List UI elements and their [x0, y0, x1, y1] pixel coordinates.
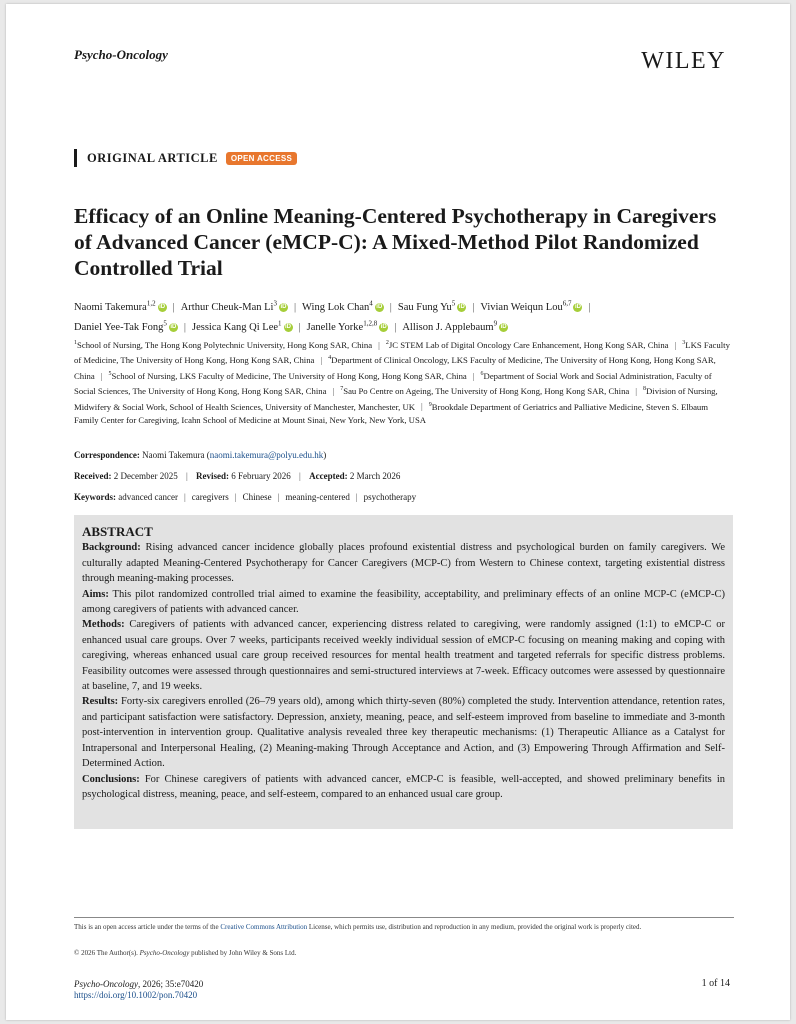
author[interactable] — [306, 319, 389, 333]
abstract-section — [82, 772, 725, 803]
keyword-separator: | — [183, 492, 186, 502]
abstract-section — [82, 694, 725, 771]
author-affiliation-ref: 4 — [369, 299, 373, 307]
author-separator: | — [588, 301, 591, 313]
affiliation-number: 5 — [108, 370, 112, 377]
article-type — [74, 149, 297, 167]
copyright-pre: © 2026 The Author(s). — [74, 949, 138, 957]
author-separator: | — [394, 322, 397, 333]
correspondence-label: Correspondence: — [74, 450, 140, 460]
abstract-section-label: Methods: — [82, 619, 125, 631]
affiliation-separator: | — [635, 386, 638, 397]
abstract-section-label: Results: — [82, 696, 119, 708]
affiliation-text: Sau Po Centre on Ageing, The University of Hong Kong, Hong Kong SAR, China — [343, 386, 630, 397]
article-type-label: ORIGINAL ARTICLE — [87, 150, 218, 165]
abstract-section-label: Aims: — [82, 588, 109, 600]
affiliation-separator: | — [100, 370, 103, 381]
abstract-section-text: For Chinese caregivers of patients with advanced cancer, eMCP-C is feasible, well-accepted, and showed preliminary benefits in psychological distress, meaning, peace, and self-esteem, compared to an enhanced usual care group. — [82, 773, 725, 800]
license-text-pre: This is an open access article under the terms of the — [74, 923, 219, 931]
doi-link[interactable]: https://doi.org/10.1002/pon.70420 — [74, 990, 198, 1000]
abstract-box — [74, 515, 733, 829]
author-affiliation-ref: 5 — [163, 319, 167, 328]
author-name: Wing Lok Chan — [302, 301, 370, 313]
affiliation-text: LKS Faculty of Medicine, The University of Hong Kong, Hong Kong SAR, China — [74, 339, 730, 366]
affiliation-text: Division of Nursing, Midwifery & Social Work, School of Health Sciences, University of Manchester, Manchester, UK — [74, 386, 718, 412]
publisher-logo: WILEY — [641, 48, 726, 74]
author-affiliation-ref: 1 — [278, 319, 282, 328]
orcid-icon[interactable]: iD — [458, 303, 465, 310]
license-notice — [74, 922, 734, 933]
citation — [74, 979, 203, 1001]
author-name: Allison J. Applebaum — [402, 322, 494, 333]
keyword[interactable]: meaning-centered — [285, 492, 350, 502]
keyword-separator: | — [234, 492, 237, 502]
affiliation-number: 3 — [682, 340, 686, 346]
journal-name: Psycho-Oncology — [74, 47, 168, 62]
accepted-label: Accepted: — [309, 471, 348, 481]
license-link[interactable]: Creative Commons Attribution — [220, 923, 308, 931]
copyright-post: published by John Wiley & Sons Ltd. — [191, 949, 297, 957]
keywords-label: Keywords: — [74, 492, 116, 502]
keywords-list — [118, 492, 416, 502]
affiliation-number: 8 — [643, 386, 647, 393]
orcid-icon[interactable]: iD — [574, 303, 581, 310]
article-dates: Received: 2 December 2025 | Revised: 6 February 2026 | Accepted: 2 March 2026 — [74, 471, 401, 481]
author-separator: | — [389, 301, 392, 313]
affiliation-text: Department of Social Work and Social Administration, Faculty of Social Sciences, The University of Hong Kong, Hong Kong SAR, China — [74, 370, 712, 397]
abstract-section-text: Caregivers of patients with advanced cancer, experiencing distress related to caregiving, were randomly assigned (1:1) to eMCP-C or enhanced usual care groups. Over 7 weeks, participants received weekly individual session of eMCP-C focusing on meaning making and coping with caregiving, whereas enhanced usual care group received resources for mental health treatment and targeted referrals for specific distress problems. Feasibility outcomes were assessed through questionnaires and semi-structured interviews at 7-week. Efficacy outcomes were assessed by questionnaire at baseline, 7, and 19 weeks. — [82, 619, 725, 693]
keyword[interactable]: advanced cancer — [118, 492, 178, 502]
author-name: Daniel Yee-Tak Fong — [74, 322, 164, 333]
citation-journal: Psycho-Oncology — [74, 979, 138, 989]
affiliation-separator: | — [332, 386, 335, 397]
orcid-icon[interactable]: iD — [280, 303, 287, 310]
author[interactable] — [302, 299, 384, 313]
article-title: Efficacy of an Online Meaning-Centered Psychotherapy in Caregivers of Advanced Cancer (eMCP-C): A Mixed-Method Pilot Randomized Controlled Trial — [74, 204, 717, 280]
affiliation-number: 9 — [428, 401, 432, 408]
abstract-section — [82, 540, 725, 586]
accepted-date: 2 March 2026 — [349, 471, 401, 481]
author-separator: | — [293, 301, 297, 313]
author[interactable] — [480, 299, 582, 313]
article-type-bar — [74, 149, 77, 167]
affiliation-text: Department of Clinical Oncology, LKS Faculty of Medicine, The University of Hong Kong, Hong Kong SAR, China — [74, 355, 716, 381]
affiliation-separator: | — [674, 339, 677, 350]
affiliation-text: Brookdale Department of Geriatrics and Palliative Medicine, Steven S. Elbaum Family Center for Caregiving, Icahn School of Medicine at Mount Sinai, New York, New York, USA — [74, 401, 709, 425]
orcid-icon[interactable]: iD — [376, 303, 383, 310]
author-affiliation-ref: 6,7 — [562, 299, 572, 307]
affiliation-text: School of Nursing, LKS Faculty of Medicine, The University of Hong Kong, Hong Kong SAR, China — [111, 370, 467, 381]
affiliation-number: 2 — [385, 340, 389, 346]
correspondence-name: Naomi Takemura — [142, 450, 205, 460]
affiliation-separator: | — [378, 339, 380, 350]
copyright — [74, 949, 296, 957]
keyword-separator: | — [277, 492, 280, 502]
footer-divider — [74, 917, 734, 918]
author-name: Jessica Kang Qi Lee — [192, 322, 279, 333]
keyword[interactable]: psychotherapy — [363, 492, 417, 502]
author-name: Janelle Yorke — [306, 322, 364, 333]
keyword-separator: | — [355, 492, 358, 502]
author[interactable] — [74, 299, 167, 313]
orcid-icon[interactable]: iD — [159, 303, 166, 310]
author[interactable] — [192, 319, 293, 333]
abstract-section-text: This pilot randomized controlled trial aimed to examine the feasibility, acceptability, and preliminary effects of an online MCP-C (eMCP-C) among caregivers of patients with advanced cancer. — [82, 588, 725, 616]
keyword[interactable]: caregivers — [191, 492, 229, 502]
page-number: 1 of 14 — [701, 978, 730, 989]
affiliation-separator: | — [320, 355, 323, 366]
affiliation-number: 1 — [74, 340, 77, 346]
abstract-sections — [82, 540, 725, 802]
author[interactable] — [402, 319, 508, 333]
open-access-badge[interactable]: OPEN ACCESS — [226, 152, 297, 165]
received-label: Received: — [74, 471, 112, 481]
author-name: Vivian Weiqun Lou — [480, 301, 563, 313]
orcid-icon[interactable]: iD — [285, 324, 292, 331]
author-list — [74, 295, 734, 336]
citation-volume: , 2026; 35:e70420 — [137, 979, 204, 989]
abstract-section — [82, 617, 725, 694]
copyright-journal: Psycho-Oncology — [139, 949, 190, 957]
author[interactable] — [397, 299, 466, 313]
abstract-section-label: Background: — [82, 542, 141, 554]
license-text-post: License, which permits use, distribution and reproduction in any medium, provided the original work is properly cited. — [308, 923, 642, 931]
revised-label: Revised: — [196, 471, 230, 481]
keyword[interactable]: Chinese — [242, 492, 272, 502]
author-affiliation-ref: 9 — [493, 319, 498, 328]
abstract-section-text: Forty-six caregivers enrolled (26–79 years old), among which thirty-seven (80%) completed the study. Intervention attendance, retention rates, and participant satisfaction were satisfactory. Depression, anxiety, meaning, peace, and self-esteem improved from baseline to immediate and 3-month post-intervention in intervention group. Qualitative analysis revealed three key therapeutic mechanisms: (1) Therapeutic Alliance as a Catalyst for Intrapersonal and Interpersonal Healing, (2) Meaning-making Through Acceptance and Action, and (3) Empowering Through Affirmation and Self-Determined Action. — [82, 696, 725, 770]
affiliations — [74, 337, 734, 427]
affiliation-number: 7 — [340, 386, 344, 393]
abstract-heading: ABSTRACT — [82, 524, 153, 539]
author[interactable] — [180, 299, 288, 313]
orcid-icon[interactable]: iD — [170, 324, 177, 331]
affiliation-text: JC STEM Lab of Digital Oncology Care Enhancement, Hong Kong SAR, China — [388, 339, 669, 350]
author-name: Sau Fung Yu — [397, 301, 452, 313]
author-separator: | — [472, 301, 475, 313]
keywords — [74, 492, 416, 502]
author-separator: | — [298, 322, 301, 333]
revised-date: 6 February 2026 — [231, 471, 291, 481]
correspondence-email[interactable]: naomi.takemura@polyu.edu.hk — [209, 450, 324, 460]
affiliation-text: School of Nursing, The Hong Kong Polytechnic University, Hong Kong SAR, China — [77, 339, 373, 350]
author-affiliation-ref: 1,2 — [146, 299, 156, 307]
author-separator: | — [172, 301, 175, 313]
abstract-section-label: Conclusions: — [82, 773, 140, 785]
author-separator: | — [183, 322, 186, 333]
correspondence: Correspondence: Naomi Takemura (naomi.takemura@polyu.edu.hk) — [74, 450, 327, 460]
abstract-section — [82, 587, 725, 618]
author-name: Arthur Cheuk-Man Li — [180, 301, 274, 313]
paper-page — [6, 4, 790, 1020]
affiliation-number: 4 — [328, 355, 332, 362]
affiliation-separator: | — [472, 370, 475, 381]
affiliation-number: 6 — [480, 370, 484, 377]
affiliation-separator: | — [421, 401, 423, 412]
author-affiliation-ref: 3 — [273, 299, 277, 307]
author-affiliation-ref: 1,2,8 — [363, 319, 378, 328]
author-affiliation-ref: 5 — [451, 299, 456, 307]
author[interactable] — [74, 319, 178, 333]
orcid-icon[interactable]: iD — [500, 324, 507, 331]
author-name: Naomi Takemura — [74, 301, 147, 313]
received-date: 2 December 2025 — [113, 471, 178, 481]
orcid-icon[interactable]: iD — [380, 324, 387, 331]
abstract-section-text: Rising advanced cancer incidence globally places profound existential distress and psychological burden on family caregivers. We culturally adapted Meaning-Centered Psychotherapy for Cancer Caregivers (MCP-C) from Western to Chinese context, targeting existential distress through meaning-making processes. — [82, 542, 725, 585]
